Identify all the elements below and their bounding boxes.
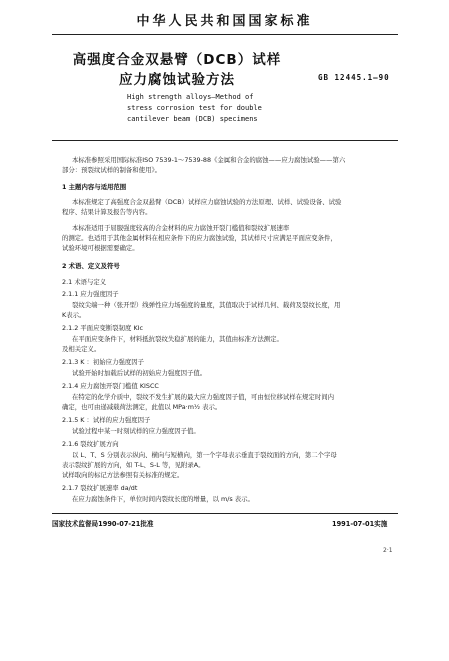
- body-line: 本标准适用于屈服强度较高的合金材料的应力腐蚀开裂门槛值和裂纹扩展速率: [72, 224, 290, 232]
- english-title-line2: stress corrosion test for double: [127, 104, 262, 112]
- document-title-line1: 高强度合金双悬臂（DCB）试样: [72, 52, 282, 68]
- body-line: 试验开始时加载后试样的初始应力强度因子值。: [72, 369, 207, 377]
- body-line: 试样取向的标记方法参照有关标准的规定。: [62, 471, 184, 479]
- clause-heading: 2.1.2 平面应变断裂韧度 KIc: [62, 324, 144, 332]
- body-line: 及相关定义。: [62, 345, 101, 353]
- header-rule: [52, 34, 398, 35]
- body-line: 确定，也可由递减载荷法测定，此值以 MPa·m½ 表示。: [62, 403, 222, 411]
- body-line: 在应力腐蚀条件下，单位时间内裂纹长度的增量，以 m/s 表示。: [72, 495, 254, 503]
- intro-line: 本标准参照采用国际标准ISO 7539-1～7539-88《金属和合金的腐蚀——应力腐蚀试验——第六: [72, 156, 346, 164]
- approval-date: 国家技术监督局1990-07-21批准: [52, 520, 154, 528]
- document-title-line2: 应力腐蚀试验方法: [119, 72, 235, 88]
- effective-date: 1991-07-01实施: [332, 520, 388, 528]
- body-line: 在特定的化学介质中，裂纹不发生扩展的最大应力强度因子值，可由恒位移试样在规定时间内: [72, 393, 335, 401]
- subsection-heading: 2.1 术语与定义: [62, 278, 107, 286]
- page-number: 2·1: [383, 547, 393, 554]
- clause-heading: 2.1.5 K ：试样的应力强度因子: [62, 416, 151, 424]
- body-line: 裂纹尖端一种（张开型）线弹性应力场强度的量度，其值取决于试样几何、载荷及裂纹长度，用: [72, 301, 341, 309]
- body-line: 在平面应变条件下，材料抵抗裂纹失稳扩展的能力，其值由标准方法测定。: [72, 335, 283, 343]
- footer-rule: [52, 513, 398, 514]
- english-title-line3: cantilever beam (DCB) specimens: [127, 115, 258, 123]
- clause-heading: 2.1.4 应力腐蚀开裂门槛值 KISCC: [62, 382, 159, 390]
- body-line: 试验环境可根据需要确定。: [62, 244, 139, 252]
- body-line: 试验过程中某一时刻试样的应力强度因子值。: [72, 427, 200, 435]
- title-rule: [52, 140, 398, 141]
- english-title-line1: High strength alloys—Method of: [127, 93, 254, 101]
- clause-heading: 2.1.1 应力强度因子: [62, 290, 119, 298]
- section-heading: 1 主题内容与适用范围: [62, 183, 127, 191]
- body-line: 的测定。也适用于其他金属材料在相应条件下的应力腐蚀试验，其试样尺寸应满足平面应变条件，: [62, 234, 337, 242]
- section-heading: 2 术语、定义及符号: [62, 262, 120, 270]
- clause-heading: 2.1.3 K ：初始应力强度因子: [62, 358, 145, 366]
- intro-line: 部分：预裂纹试样的制备和使用》。: [62, 166, 162, 174]
- body-line: 本标准规定了高强度合金双悬臂（DCB）试样应力腐蚀试验的方法原理、试样、试验设备、试验: [72, 198, 342, 206]
- body-line: K表示。: [62, 311, 86, 319]
- clause-heading: 2.1.7 裂纹扩展速率 da/dt: [62, 484, 138, 492]
- clause-heading: 2.1.6 裂纹扩展方向: [62, 440, 119, 448]
- body-line: 以 L、T、S 分别表示纵向、横向与短横向，第一个字母表示垂直于裂纹面的方向，第二个字母: [72, 451, 337, 459]
- body-line: 表示裂纹扩展的方向，如 T-L、S-L 等，见附录A。: [62, 461, 205, 469]
- standard-number: GB 12445.1—90: [318, 73, 390, 82]
- standard-header: 中华人民共和国国家标准: [136, 14, 313, 29]
- body-line: 程序、结果计算及报告等内容。: [62, 208, 152, 216]
